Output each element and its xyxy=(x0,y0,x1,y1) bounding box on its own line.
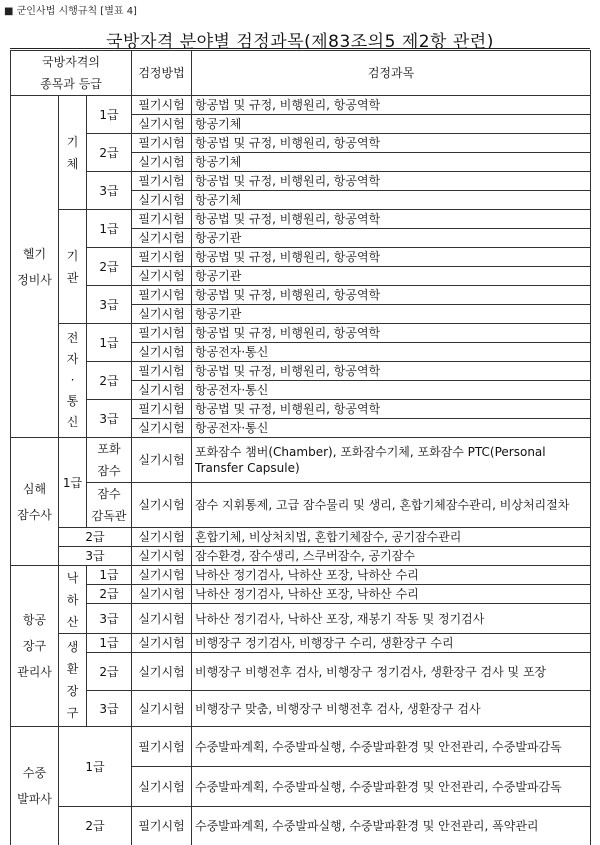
grade-cell: 2급 xyxy=(59,528,132,547)
table-row xyxy=(11,528,591,547)
subject-cell: 항공법 및 규정, 비행원리, 항공역학 xyxy=(192,324,591,343)
page-title: 국방자격 분야별 검정과목(제83조의5 제2항 관련) xyxy=(106,32,494,52)
table-row xyxy=(11,566,591,585)
para-category: 항공 장구 관리사 xyxy=(11,566,59,727)
subject-cell: 수중발파계획, 수중발파실행, 수중발파환경 및 안전관리, 수중발파감독 xyxy=(192,727,591,767)
method-cell: 실기시험 xyxy=(132,604,192,634)
subject-cell: 비행장구 비행전후 검사, 비행장구 정기검사, 생환장구 검사 및 포장 xyxy=(192,653,591,691)
method-cell: 실기시험 xyxy=(132,438,192,483)
subject-cell: 비행장구 정기검사, 비행장구 수리, 생환장구 수리 xyxy=(192,634,591,653)
diver-category: 심해 잠수사 xyxy=(11,438,59,566)
method-cell: 필기시험 xyxy=(132,248,192,267)
header-type-grade: 국방자격의 종목과 등급 xyxy=(11,51,132,96)
table-row xyxy=(11,324,591,343)
diver-sub-supervisor: 잠수 감독관 xyxy=(87,483,132,528)
method-cell: 실기시험 xyxy=(132,229,192,248)
subject-cell: 잠수환경, 잠수생리, 스쿠버잠수, 공기잠수 xyxy=(192,547,591,566)
table-row xyxy=(11,134,591,153)
method-cell: 필기시험 xyxy=(132,362,192,381)
method-cell: 필기시험 xyxy=(132,400,192,419)
subject-cell: 항공법 및 규정, 비행원리, 항공역학 xyxy=(192,210,591,229)
table-row xyxy=(11,286,591,305)
heli-category: 헬기 정비사 xyxy=(11,96,59,438)
grade-cell: 2급 xyxy=(87,362,132,400)
table-row xyxy=(11,691,591,727)
elec-subcategory: 전 자 · 통 신 xyxy=(59,324,87,438)
subject-cell: 항공기관 xyxy=(192,305,591,324)
survival-subcategory: 생 환 장 구 xyxy=(59,634,87,727)
table-row xyxy=(11,172,591,191)
subject-cell: 항공법 및 규정, 비행원리, 항공역학 xyxy=(192,286,591,305)
subject-cell: 낙하산 정기검사, 낙하산 포장, 낙하산 수리 xyxy=(192,566,591,585)
grade-cell: 1급 xyxy=(87,566,132,585)
airframe-subcategory: 기 체 xyxy=(59,96,87,210)
grade-cell: 1급 xyxy=(87,210,132,248)
method-cell: 실기시험 xyxy=(132,767,192,807)
subject-cell: 항공기체 xyxy=(192,153,591,172)
subject-cell: 수중발파계획, 수중발파실행, 수중발파환경 및 안전관리, 폭약관리 xyxy=(192,807,591,845)
table-row xyxy=(11,807,591,845)
method-cell: 실기시험 xyxy=(132,191,192,210)
appendix-label: [별표 4] xyxy=(100,6,137,17)
method-cell: 실기시험 xyxy=(132,585,192,604)
subject-cell: 항공법 및 규정, 비행원리, 항공역학 xyxy=(192,96,591,115)
subject-cell: 항공법 및 규정, 비행원리, 항공역학 xyxy=(192,172,591,191)
grade-cell: 1급 xyxy=(87,324,132,362)
method-cell: 실기시험 xyxy=(132,419,192,438)
table-row xyxy=(11,727,591,767)
table-row xyxy=(11,547,591,566)
grade-cell: 1급 xyxy=(59,727,132,807)
grade-cell: 1급 xyxy=(87,96,132,134)
table-row xyxy=(11,362,591,381)
header-method: 검정방법 xyxy=(132,51,192,96)
grade-cell: 3급 xyxy=(59,547,132,566)
exam-subjects-table xyxy=(10,50,591,845)
subject-cell: 항공법 및 규정, 비행원리, 항공역학 xyxy=(192,134,591,153)
method-cell: 실기시험 xyxy=(132,691,192,727)
method-cell: 실기시험 xyxy=(132,483,192,528)
grade-cell: 2급 xyxy=(87,585,132,604)
method-cell: 실기시험 xyxy=(132,267,192,286)
table-header-row xyxy=(11,51,591,96)
method-cell: 필기시험 xyxy=(132,96,192,115)
method-cell: 필기시험 xyxy=(132,134,192,153)
subject-cell: 낙하산 정기검사, 낙하산 포장, 낙하산 수리 xyxy=(192,585,591,604)
rule-name: 군인사법 시행규칙 xyxy=(16,6,98,17)
grade-cell: 3급 xyxy=(87,691,132,727)
subject-cell: 낙하산 정기검사, 낙하산 포장, 재봉기 작동 및 정기검사 xyxy=(192,604,591,634)
method-cell: 실기시험 xyxy=(132,653,192,691)
method-cell: 필기시험 xyxy=(132,172,192,191)
header-marker: ■ xyxy=(4,6,14,17)
title-underline xyxy=(10,48,590,49)
document-header xyxy=(4,2,137,17)
table-row xyxy=(11,483,591,528)
header-subjects: 검정과목 xyxy=(192,51,591,96)
grade-cell: 2급 xyxy=(87,248,132,286)
subject-cell: 항공전자·통신 xyxy=(192,381,591,400)
method-cell: 실기시험 xyxy=(132,547,192,566)
subject-cell: 항공법 및 규정, 비행원리, 항공역학 xyxy=(192,400,591,419)
parachute-subcategory: 낙 하 산 xyxy=(59,566,87,634)
method-cell: 필기시험 xyxy=(132,807,192,845)
method-cell: 실기시험 xyxy=(132,381,192,400)
subject-cell: 항공기관 xyxy=(192,267,591,286)
table-row xyxy=(11,96,591,115)
grade-cell: 3급 xyxy=(87,286,132,324)
table-row xyxy=(11,653,591,691)
subject-cell: 항공기관 xyxy=(192,229,591,248)
grade-cell: 1급 xyxy=(87,634,132,653)
subject-cell: 항공전자·통신 xyxy=(192,343,591,362)
subject-cell: 항공기체 xyxy=(192,191,591,210)
method-cell: 실기시험 xyxy=(132,115,192,134)
subject-cell: 항공전자·통신 xyxy=(192,419,591,438)
subject-cell: 비행장구 맞춤, 비행장구 비행전후 검사, 생환장구 검사 xyxy=(192,691,591,727)
grade-cell: 2급 xyxy=(87,653,132,691)
grade-cell: 3급 xyxy=(87,172,132,210)
engine-subcategory: 기 관 xyxy=(59,210,87,324)
method-cell: 실기시험 xyxy=(132,153,192,172)
table-row xyxy=(11,248,591,267)
method-cell: 실기시험 xyxy=(132,528,192,547)
method-cell: 실기시험 xyxy=(132,343,192,362)
grade-cell: 1급 xyxy=(59,438,87,528)
diver-sub-saturation: 포화 잠수 xyxy=(87,438,132,483)
table-row xyxy=(11,634,591,653)
method-cell: 실기시험 xyxy=(132,634,192,653)
grade-cell: 3급 xyxy=(87,400,132,438)
subject-cell: 혼합기체, 비상처치법, 혼합기체잠수, 공기잠수관리 xyxy=(192,528,591,547)
subject-cell: 수중발파계획, 수중발파실행, 수중발파환경 및 안전관리, 수중발파감독 xyxy=(192,767,591,807)
subject-cell: 항공법 및 규정, 비행원리, 항공역학 xyxy=(192,362,591,381)
uwx-category: 수중 발파사 xyxy=(11,727,59,845)
method-cell: 필기시험 xyxy=(132,324,192,343)
subject-cell: 항공법 및 규정, 비행원리, 항공역학 xyxy=(192,248,591,267)
subject-cell: 항공기체 xyxy=(192,115,591,134)
table-row xyxy=(11,438,591,483)
grade-cell: 3급 xyxy=(87,604,132,634)
grade-cell: 2급 xyxy=(59,807,132,845)
method-cell: 필기시험 xyxy=(132,210,192,229)
subject-cell: 포화잠수 챔버(Chamber), 포화잠수기체, 포화잠수 PTC(Personal Transfer Capsule) xyxy=(192,438,591,483)
grade-cell: 2급 xyxy=(87,134,132,172)
table-row xyxy=(11,585,591,604)
table-row xyxy=(11,604,591,634)
method-cell: 실기시험 xyxy=(132,305,192,324)
method-cell: 필기시험 xyxy=(132,727,192,767)
method-cell: 필기시험 xyxy=(132,286,192,305)
table-row xyxy=(11,400,591,419)
method-cell: 실기시험 xyxy=(132,566,192,585)
subject-cell: 잠수 지휘통제, 고급 잠수물리 및 생리, 혼합기체잠수관리, 비상처리절차 xyxy=(192,483,591,528)
table-row xyxy=(11,210,591,229)
